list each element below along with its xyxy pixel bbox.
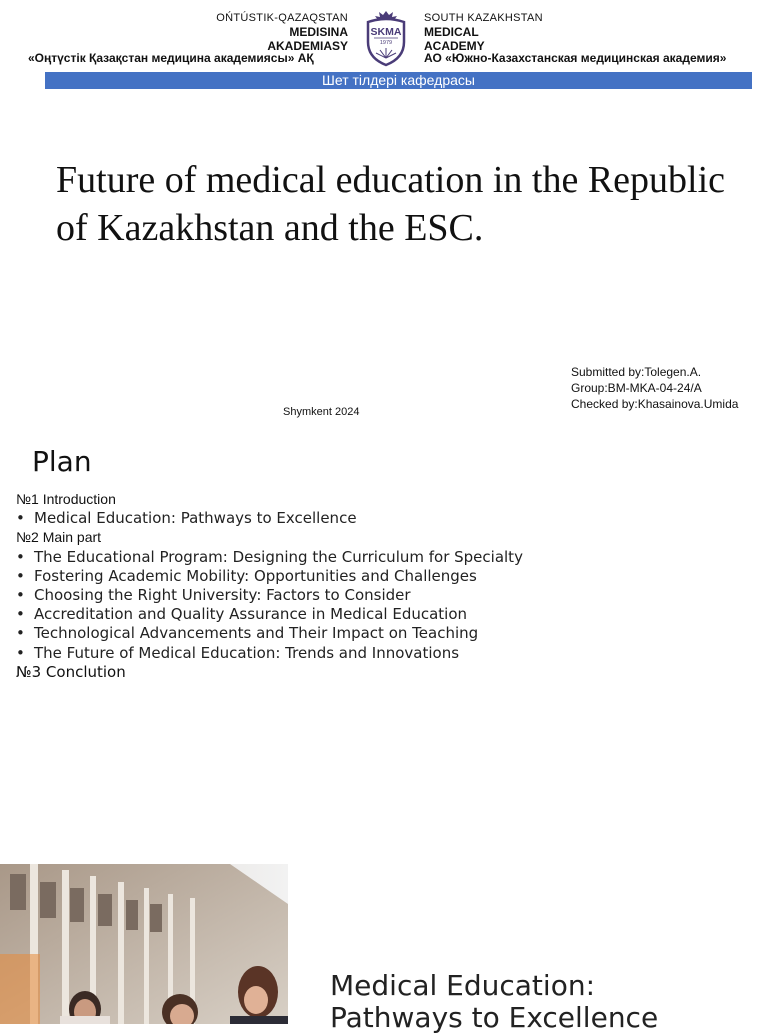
title-line-1: Future of medical education in the Republic xyxy=(56,159,726,201)
plan-title: Plan xyxy=(32,445,92,478)
academy-name-kazakh-latin xyxy=(216,11,348,53)
plan-item: • Accreditation and Quality Assurance in Medical Education xyxy=(16,605,468,624)
academy-name-russian: АО «Южно-Казахстанская медицинская академия» xyxy=(424,51,727,65)
plan-item: • Technological Advancements and Their Impact on Teaching xyxy=(16,624,479,643)
header-left-line2: MEDISINA xyxy=(289,25,348,39)
bullet-icon: • xyxy=(16,547,25,566)
submitted-by: Submitted by:Tolegen.A. xyxy=(571,365,702,379)
academy-name-english xyxy=(424,11,543,53)
document-title xyxy=(56,156,768,252)
plan-list xyxy=(16,490,756,682)
checked-by: Checked by:Khasainova.Umida xyxy=(571,397,739,411)
header-left-line3: AKADEMIASY xyxy=(267,39,348,53)
next-slide-title xyxy=(330,970,760,1034)
logo-year: 1979 xyxy=(379,40,393,46)
city-year: Shymkent 2024 xyxy=(283,406,360,418)
plan-section-main: №2 Main part xyxy=(16,529,102,546)
bullet-icon: • xyxy=(16,643,25,662)
header-left-line1: OŃTÚSTIK-QAZAQSTAN xyxy=(216,12,348,24)
bullet-icon: • xyxy=(16,566,25,585)
bullet-icon: • xyxy=(16,509,25,528)
plan-item: • Fostering Academic Mobility: Opportunities and Challenges xyxy=(16,566,477,585)
bullet-icon: • xyxy=(16,586,25,605)
header-right-line3: ACADEMY xyxy=(424,39,485,53)
next-title-line-1: Medical Education: xyxy=(330,969,596,1002)
plan-item: • Medical Education: Pathways to Excellence xyxy=(16,509,357,528)
plan-item: • Choosing the Right University: Factors to Consider xyxy=(16,586,411,605)
skma-logo-icon xyxy=(362,8,410,68)
group: Group:BM-MKA-04-24/A xyxy=(571,381,702,395)
title-line-2: of Kazakhstan and the ESC. xyxy=(56,207,484,249)
academy-name-kazakh: «Оңтүстік Қазақстан медицина академиясы» АҚ xyxy=(28,51,314,65)
bullet-icon: • xyxy=(16,624,25,643)
submission-info xyxy=(571,364,738,412)
students-building-photo xyxy=(0,864,288,1024)
department-bar: Шет тілдері кафедрасы xyxy=(45,72,752,89)
plan-section-introduction: №1 Introduction xyxy=(16,491,116,507)
plan-item: • The Educational Program: Designing the Curriculum for Specialty xyxy=(16,547,523,566)
plan-section-conclusion: №3 Conclution xyxy=(16,662,126,681)
header-right-line2: MEDICAL xyxy=(424,25,479,39)
next-title-line-2: Pathways to Excellence xyxy=(330,1001,659,1034)
header-right-line1: SOUTH KAZAKHSTAN xyxy=(424,12,543,24)
bullet-icon: • xyxy=(16,605,25,624)
plan-item: • The Future of Medical Education: Trends and Innovations xyxy=(16,643,460,662)
logo-text: SKMA xyxy=(370,26,402,38)
